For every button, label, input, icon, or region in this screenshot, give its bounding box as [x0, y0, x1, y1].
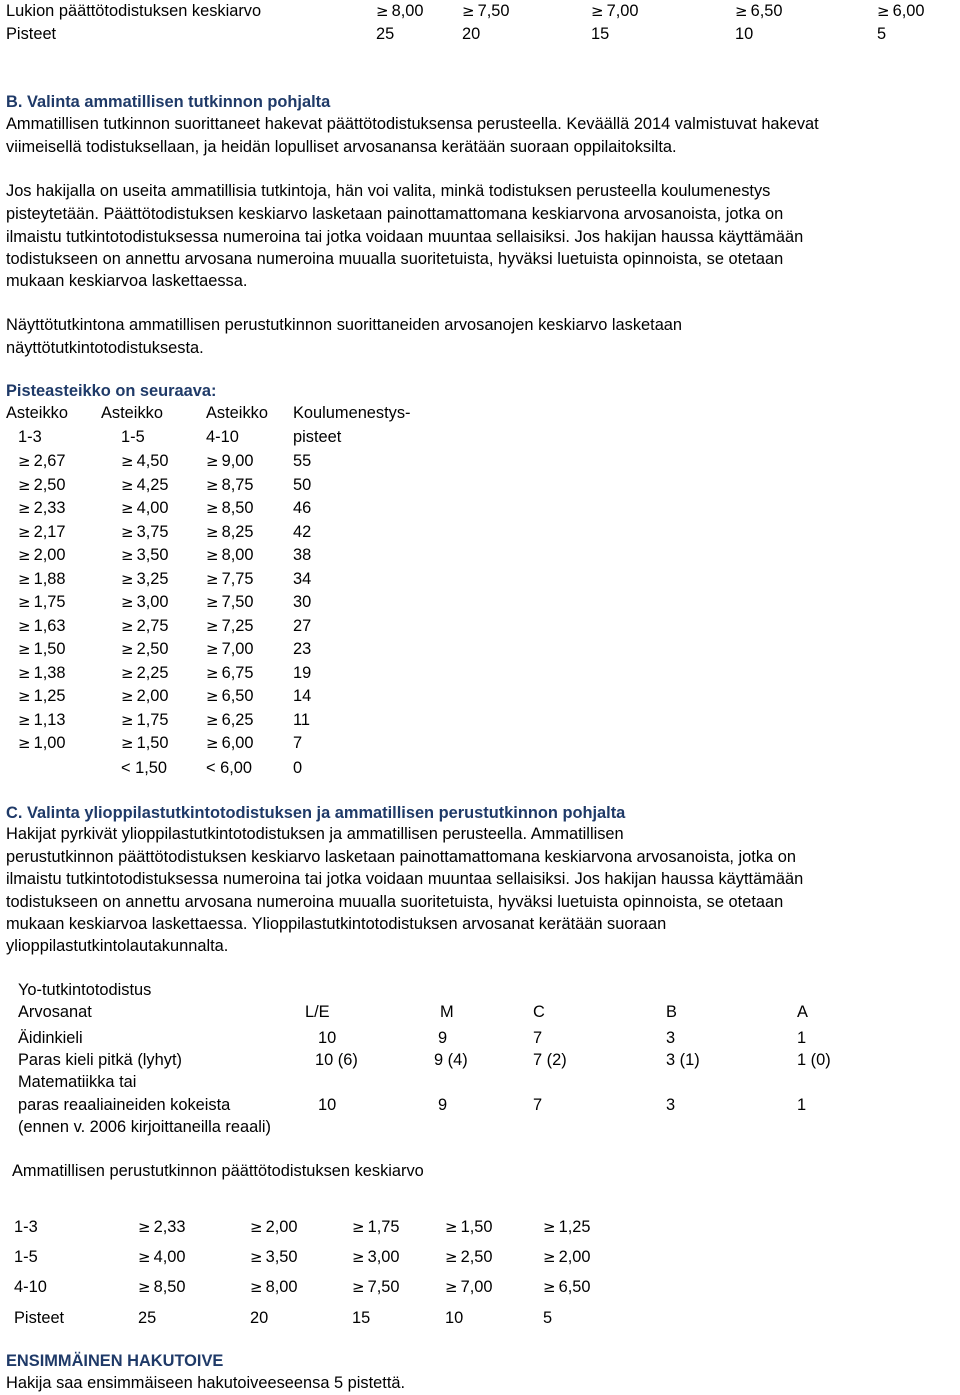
geq-icon: ≥: [206, 734, 219, 752]
yo-header: A: [797, 1003, 808, 1021]
geq-icon: ≥: [138, 1218, 151, 1236]
geq-icon: ≥: [121, 546, 134, 564]
scale-cell: ≥ 8,75: [206, 476, 254, 494]
scale-last-cell: 0: [293, 759, 303, 777]
yo-cell: 9: [438, 1029, 448, 1047]
geq-icon: ≥: [121, 523, 134, 541]
scale-points: 50: [293, 476, 312, 494]
geq-icon: ≥: [121, 476, 134, 494]
scale-header: Asteikko: [6, 404, 68, 422]
amm-cell: 20: [250, 1309, 269, 1327]
amm-cell: ≥ 1,25: [543, 1218, 591, 1236]
paragraph-line: perustutkinnon päättötodistuksen keskiarvo lasketaan painottamattomana keskiarvona arvosanoista, jotka on: [6, 848, 796, 866]
scale-cell: ≥ 1,75: [121, 711, 169, 729]
scale-cell: ≥ 2,33: [18, 499, 66, 517]
yo-cell: Äidinkieli: [18, 1029, 83, 1047]
amm-cell: ≥ 2,00: [543, 1248, 591, 1266]
top-table-label-row2: Pisteet: [6, 25, 57, 43]
geq-icon: ≥: [445, 1248, 458, 1266]
amm-row-label: 1-5: [14, 1248, 38, 1266]
geq-icon: ≥: [445, 1278, 458, 1296]
geq-icon: ≥: [543, 1218, 556, 1236]
top-cell: 5: [877, 25, 887, 43]
top-cell: ≥ 6,00: [877, 2, 925, 20]
geq-icon: ≥: [250, 1278, 263, 1296]
geq-icon: ≥: [877, 2, 890, 20]
amm-row-label: 4-10: [14, 1278, 47, 1296]
scale-cell: ≥ 4,00: [121, 499, 169, 517]
scale-cell: ≥ 6,75: [206, 664, 254, 682]
geq-icon: ≥: [138, 1278, 151, 1296]
paragraph-line: viimeisellä todistuksellaan, ja heidän lopulliset arvosanansa kerätään suoraan oppilaitoksilta.: [6, 138, 677, 156]
scale-points: 38: [293, 546, 312, 564]
paragraph-line: näyttötutkintotodistuksesta.: [6, 339, 204, 357]
geq-icon: ≥: [18, 476, 31, 494]
scale-subheader: 1-5: [121, 428, 145, 446]
geq-icon: ≥: [121, 687, 134, 705]
amm-cell: ≥ 8,00: [250, 1278, 298, 1296]
geq-icon: ≥: [250, 1218, 263, 1236]
geq-icon: ≥: [18, 664, 31, 682]
scale-subheader: 1-3: [18, 428, 42, 446]
top-cell: ≥ 6,50: [735, 2, 783, 20]
scale-subheader: pisteet: [293, 428, 342, 446]
geq-icon: ≥: [121, 452, 134, 470]
amm-cell: ≥ 3,50: [250, 1248, 298, 1266]
yo-cell: 3 (1): [666, 1051, 700, 1069]
scale-cell: ≥ 3,25: [121, 570, 169, 588]
amm-cell: ≥ 7,00: [445, 1278, 493, 1296]
yo-cell: Matematiikka tai: [18, 1073, 137, 1091]
yo-cell: 10 (6): [315, 1051, 358, 1069]
geq-icon: ≥: [18, 546, 31, 564]
yo-cell: 3: [666, 1096, 676, 1114]
paragraph-line: ilmaistu tutkintotodistuksessa numeroina tai jotka voidaan muuntaa sellaisiksi. Jos hakijan haussa käyttämään: [6, 870, 804, 888]
geq-icon: ≥: [206, 711, 219, 729]
paragraph-line: todistukseen on annettu arvosana numeroina muualla suoritetuista, hyväksi luetuista opinnoista, se otetaan: [6, 250, 784, 268]
scale-cell: ≥ 2,75: [121, 617, 169, 635]
geq-icon: ≥: [735, 2, 748, 20]
geq-icon: ≥: [206, 546, 219, 564]
first-choice-title: ENSIMMÄINEN HAKUTOIVE: [6, 1352, 224, 1370]
scale-cell: ≥ 1,00: [18, 734, 66, 752]
geq-icon: ≥: [121, 617, 134, 635]
paragraph-line: Hakijat pyrkivät ylioppilastutkintotodistuksen ja ammatillisen perusteella. Ammatillisen: [6, 825, 624, 843]
scale-cell: ≥ 4,25: [121, 476, 169, 494]
geq-icon: ≥: [138, 1248, 151, 1266]
geq-icon: ≥: [206, 570, 219, 588]
scale-header: Asteikko: [101, 404, 163, 422]
geq-icon: ≥: [591, 2, 604, 20]
scale-cell: ≥ 2,25: [121, 664, 169, 682]
yo-cell: 1: [797, 1029, 807, 1047]
scale-header: Koulumenestys-: [293, 404, 411, 422]
paragraph-line: Jos hakijalla on useita ammatillisia tutkintoja, hän voi valita, minkä todistuksen perusteella koulumenestys: [6, 182, 771, 200]
scale-points: 46: [293, 499, 312, 517]
scale-cell: ≥ 2,00: [121, 687, 169, 705]
geq-icon: ≥: [18, 711, 31, 729]
scale-points: 14: [293, 687, 312, 705]
scale-cell: ≥ 2,17: [18, 523, 66, 541]
amm-cell: 10: [445, 1309, 464, 1327]
scale-cell: ≥ 3,50: [121, 546, 169, 564]
scale-cell: ≥ 9,00: [206, 452, 254, 470]
paragraph-line: Ammatillisen tutkinnon suorittaneet hakevat päättötodistuksensa perusteella. Keväällä 2014 valmistuvat hakevat: [6, 115, 819, 133]
yo-header: L/E: [305, 1003, 330, 1021]
geq-icon: ≥: [352, 1278, 365, 1296]
geq-icon: ≥: [121, 734, 134, 752]
scale-cell: ≥ 8,50: [206, 499, 254, 517]
geq-icon: ≥: [206, 664, 219, 682]
paragraph-line: todistukseen on annettu arvosana numeroina muualla suoritetuista, hyväksi luetuista opinnoista, se otetaan: [6, 893, 784, 911]
scale-points: 55: [293, 452, 312, 470]
geq-icon: ≥: [18, 570, 31, 588]
geq-icon: ≥: [18, 523, 31, 541]
top-cell: 10: [735, 25, 754, 43]
amm-row-label: Pisteet: [14, 1309, 65, 1327]
yo-cell: 7 (2): [533, 1051, 567, 1069]
scale-cell: ≥ 1,88: [18, 570, 66, 588]
yo-cell: 10: [318, 1029, 337, 1047]
geq-icon: ≥: [121, 570, 134, 588]
scale-cell: ≥ 1,75: [18, 593, 66, 611]
yo-header: M: [440, 1003, 454, 1021]
scale-cell: ≥ 3,75: [121, 523, 169, 541]
geq-icon: ≥: [18, 593, 31, 611]
scale-cell: ≥ 4,50: [121, 452, 169, 470]
paragraph-line: mukaan keskiarvoa laskettaessa.: [6, 272, 248, 290]
scale-cell: ≥ 7,75: [206, 570, 254, 588]
geq-icon: ≥: [206, 476, 219, 494]
geq-icon: ≥: [121, 664, 134, 682]
geq-icon: ≥: [206, 593, 219, 611]
scale-points: 11: [293, 711, 311, 729]
yo-cell: Paras kieli pitkä (lyhyt): [18, 1051, 182, 1069]
scale-points: 7: [293, 734, 303, 752]
yo-cell: 7: [533, 1096, 543, 1114]
scale-header: Asteikko: [206, 404, 268, 422]
yo-cell: 9 (4): [434, 1051, 468, 1069]
scale-cell: ≥ 2,50: [18, 476, 66, 494]
geq-icon: ≥: [18, 640, 31, 658]
geq-icon: ≥: [206, 499, 219, 517]
top-cell: ≥ 7,00: [591, 2, 639, 20]
yo-table-title: Yo-tutkintotodistus: [18, 981, 152, 999]
geq-icon: ≥: [18, 617, 31, 635]
scale-cell: ≥ 2,00: [18, 546, 66, 564]
geq-icon: ≥: [18, 687, 31, 705]
amm-row-label: 1-3: [14, 1218, 38, 1236]
top-table-label-row1: Lukion päättötodistuksen keskiarvo: [6, 2, 262, 20]
geq-icon: ≥: [352, 1218, 365, 1236]
scale-cell: ≥ 2,50: [121, 640, 169, 658]
yo-cell: 7: [533, 1029, 543, 1047]
geq-icon: ≥: [445, 1218, 458, 1236]
geq-icon: ≥: [121, 499, 134, 517]
geq-icon: ≥: [121, 593, 134, 611]
paragraph-line: ylioppilastutkintolautakunnalta.: [6, 937, 229, 955]
scale-cell: ≥ 1,13: [18, 711, 66, 729]
scale-cell: ≥ 7,50: [206, 593, 254, 611]
scale-cell: ≥ 8,00: [206, 546, 254, 564]
amm-cell: 5: [543, 1309, 553, 1327]
geq-icon: ≥: [376, 2, 389, 20]
geq-icon: ≥: [206, 640, 219, 658]
yo-cell: 1 (0): [797, 1051, 831, 1069]
geq-icon: ≥: [543, 1248, 556, 1266]
geq-icon: ≥: [206, 523, 219, 541]
scale-cell: ≥ 6,25: [206, 711, 254, 729]
scale-cell: ≥ 6,50: [206, 687, 254, 705]
scale-last-cell: < 1,50: [121, 759, 168, 777]
geq-icon: ≥: [18, 499, 31, 517]
scale-cell: ≥ 1,38: [18, 664, 66, 682]
top-cell: ≥ 8,00: [376, 2, 424, 20]
geq-icon: ≥: [206, 452, 219, 470]
first-choice-text: Hakija saa ensimmäiseen hakutoiveeseensa 5 pistettä.: [6, 1374, 406, 1392]
geq-icon: ≥: [206, 617, 219, 635]
amm-cell: ≥ 2,00: [250, 1218, 298, 1236]
geq-icon: ≥: [206, 687, 219, 705]
yo-cell: 1: [797, 1096, 807, 1114]
amm-cell: ≥ 6,50: [543, 1278, 591, 1296]
yo-header: C: [533, 1003, 545, 1021]
scale-cell: ≥ 6,00: [206, 734, 254, 752]
amm-cell: 15: [352, 1309, 371, 1327]
section-b-title: B. Valinta ammatillisen tutkinnon pohjalta: [6, 93, 331, 111]
scale-cell: ≥ 1,50: [18, 640, 66, 658]
amm-cell: ≥ 2,33: [138, 1218, 186, 1236]
scale-last-cell: < 6,00: [206, 759, 253, 777]
scale-cell: ≥ 1,25: [18, 687, 66, 705]
yo-cell: 3: [666, 1029, 676, 1047]
amm-cell: ≥ 3,00: [352, 1248, 400, 1266]
scale-points: 30: [293, 593, 312, 611]
yo-cell: 10: [318, 1096, 337, 1114]
scale-cell: ≥ 1,50: [121, 734, 169, 752]
top-cell: ≥ 7,50: [462, 2, 510, 20]
scale-points: 23: [293, 640, 312, 658]
geq-icon: ≥: [462, 2, 475, 20]
geq-icon: ≥: [352, 1248, 365, 1266]
geq-icon: ≥: [543, 1278, 556, 1296]
geq-icon: ≥: [250, 1248, 263, 1266]
scale-cell: ≥ 8,25: [206, 523, 254, 541]
amm-cell: ≥ 4,00: [138, 1248, 186, 1266]
scale-points: 34: [293, 570, 312, 588]
scale-table-title: Pisteasteikko on seuraava:: [6, 382, 217, 400]
scale-cell: ≥ 3,00: [121, 593, 169, 611]
amm-cell: ≥ 7,50: [352, 1278, 400, 1296]
scale-cell: ≥ 7,00: [206, 640, 254, 658]
amm-table-title: Ammatillisen perustutkinnon päättötodistuksen keskiarvo: [12, 1162, 424, 1180]
scale-cell: ≥ 2,67: [18, 452, 66, 470]
yo-header: B: [666, 1003, 677, 1021]
yo-cell: paras reaaliaineiden kokeista: [18, 1096, 231, 1114]
yo-cell: (ennen v. 2006 kirjoittaneilla reaali): [18, 1118, 271, 1136]
amm-cell: 25: [138, 1309, 157, 1327]
top-cell: 25: [376, 25, 395, 43]
yo-header: Arvosanat: [18, 1003, 92, 1021]
scale-points: 27: [293, 617, 312, 635]
geq-icon: ≥: [18, 734, 31, 752]
amm-cell: ≥ 1,75: [352, 1218, 400, 1236]
paragraph-line: Näyttötutkintona ammatillisen perustutkinnon suorittaneiden arvosanojen keskiarvo lasketaan: [6, 316, 683, 334]
scale-cell: ≥ 7,25: [206, 617, 254, 635]
top-cell: 20: [462, 25, 481, 43]
scale-points: 42: [293, 523, 312, 541]
scale-subheader: 4-10: [206, 428, 239, 446]
geq-icon: ≥: [121, 640, 134, 658]
paragraph-line: mukaan keskiarvoa laskettaessa. Ylioppilastutkintotodistuksen arvosanat kerätään suoraan: [6, 915, 667, 933]
amm-cell: ≥ 1,50: [445, 1218, 493, 1236]
paragraph-line: ilmaistu tutkintotodistuksessa numeroina tai jotka voidaan muuntaa sellaisiksi. Jos hakijan haussa käyttämään: [6, 228, 804, 246]
top-cell: 15: [591, 25, 610, 43]
section-c-title: C. Valinta ylioppilastutkintotodistuksen ja ammatillisen perustutkinnon pohjalta: [6, 804, 626, 822]
scale-cell: ≥ 1,63: [18, 617, 66, 635]
yo-cell: 9: [438, 1096, 448, 1114]
amm-cell: ≥ 8,50: [138, 1278, 186, 1296]
paragraph-line: pisteytetään. Päättötodistuksen keskiarvo lasketaan painottamattomana keskiarvona arvosanoista, jotka on: [6, 205, 784, 223]
amm-cell: ≥ 2,50: [445, 1248, 493, 1266]
scale-points: 19: [293, 664, 312, 682]
geq-icon: ≥: [18, 452, 31, 470]
geq-icon: ≥: [121, 711, 134, 729]
